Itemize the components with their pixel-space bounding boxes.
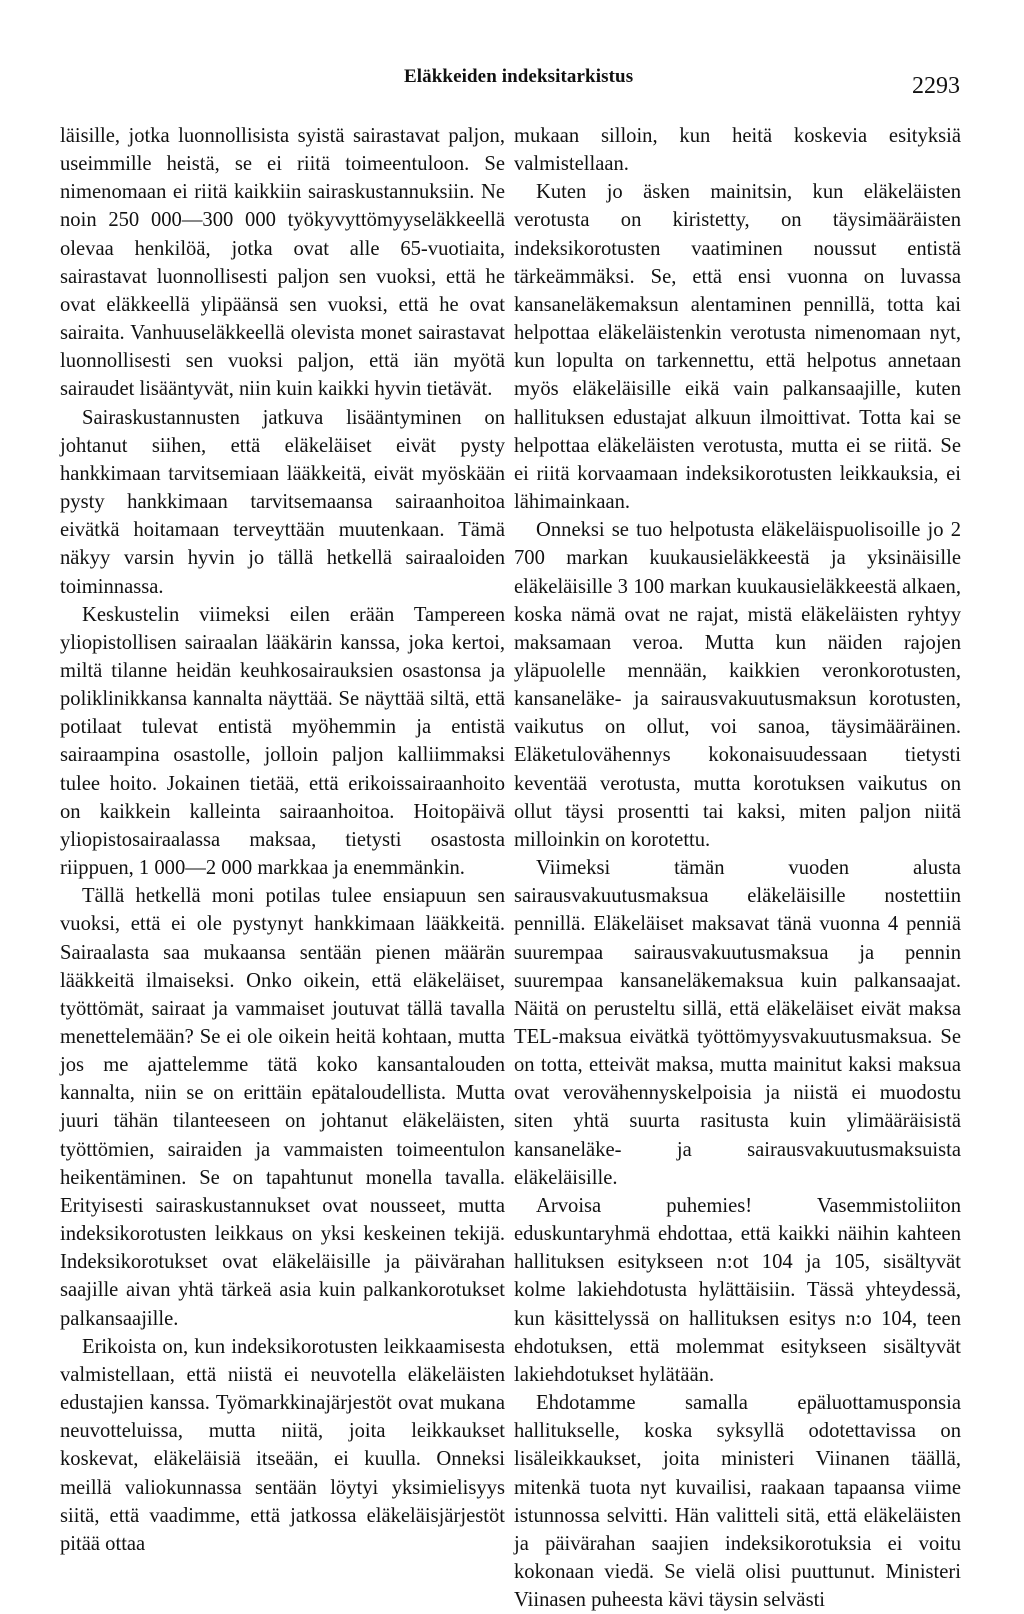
- paragraph: Tällä hetkellä moni potilas tulee ensiapuun sen vuoksi, että ei ole pystynyt hankkimaan lääkkeitä. Sairaalasta saa mukaansa sentään pienen määrän lääkkeitä ilmaiseksi. Onko oikein, että eläkeläiset, työttömät, sairaat ja vammaiset joutuvat tällä tavalla menettelemään? Se ei ole oikein heitä kohtaan, mutta jos me ajattelemme tätä koko kansantalouden kannalta, niin se on erittäin epätaloudellista. Mutta juuri tähän tilanteeseen on johtanut eläkeläisten, työttömien, sairaiden ja vammaisten toimeentulon heikentäminen. Se on tapahtunut monella tavalla. Erityisesti sairaskustannukset ovat nousseet, mutta indeksikorotusten leikkaus on yksi keskeinen tekijä. Indeksikorotukset ovat eläkeläisille ja päivärahan saajille aivan yhtä tärkeä asia kuin palkankorotukset palkansaajille.: [60, 885, 505, 1330]
- paragraph: Sairaskustannusten jatkuva lisääntyminen on johtanut siihen, että eläkeläiset eivät pysty hankkimaan tarvitsemiaan lääkkeitä, eivät myöskään pysty hankkimaan tarvitsemaansa sairaanhoitoa eivätkä hoitamaan terveyttään muutenkaan. Tämä näkyy varsin hyvin jo tällä hetkellä sairaaloiden toiminnassa.: [60, 406, 505, 598]
- paragraph: Keskustelin viimeksi eilen erään Tampereen yliopistollisen sairaalan lääkärin kanssa, joka kertoi, miltä tilanne heidän keuhkosairauksien osastonsa ja poliklinikkansa kannalta näyttää. Se näyttää siltä, että potilaat tulevat entistä myöhemmin ja entistä sairaampina osastolle, jolloin paljon kalliimmaksi tulee hoito. Jokainen tietää, että erikoissairaanhoito on kaikkein kalleinta sairaanhoitoa. Hoitopäivä yliopistosairaalassa maksaa, tietysti osastosta riippuen, 1 000—2 000 markkaa ja enemmänkin.: [60, 603, 505, 880]
- paragraph: läisille, jotka luonnollisista syistä sairastavat paljon, useimmille heistä, se ei riitä toimeentuloon. Se nimenomaan ei riitä kaikkiin sairaskustannuksiin. Ne noin 250 000—300 000 työkyvyttömyyseläkkeellä olevaa henkilöä, jotka ovat alle 65-vuotiaita, sairastavat luonnollisesti paljon sen vuoksi, että he ovat eläkkeellä ylipäänsä sen vuoksi, että he ovat sairaita. Vanhuuseläkkeellä olevista monet sairastavat luonnollisesti sen vuoksi paljon, että iän myötä sairaudet lisääntyvät, niin kuin kaikki hyvin tietävät.: [60, 125, 505, 401]
- paragraph: mukaan silloin, kun heitä koskevia esityksiä valmistellaan.: [514, 125, 961, 176]
- paragraph: Arvoisa puhemies! Vasemmistoliiton eduskuntaryhmä ehdottaa, että kaikki näihin kahteen hallituksen esitykseen n:ot 104 ja 105, sisältyvät kolme lakiehdotusta hylättäisiin. Tässä yhteydessä, kun käsittelyssä on hallituksen esitys n:o 104, teen ehdotuksen, että molemmat esitykseen sisältyvät lakiehdotukset hylätään.: [514, 1194, 961, 1386]
- page-number: 2293: [912, 73, 960, 99]
- paragraph: Viimeksi tämän vuoden alusta sairausvakuutusmaksua eläkeläisille nostettiin pennillä. Eläkeläiset maksavat tänä vuonna 4 penniä suurempaa sairausvakuutusmaksua ja pennin suurempaa kansaneläkemaksua kuin palkansaajat. Näitä on perusteltu sillä, että eläkeläiset eivät maksa TEL-maksua eivätkä työttömyysvakuutusmaksua. Se on totta, etteivät maksa, mutta mainitut kaksi maksua ovat verovähennyskelpoisia ja niistä ei muodostu siten yhtä suurta rasitusta kuin ylimääräisistä kansaneläke- ja sairausvakuutusmaksuista eläkeläisille.: [514, 857, 961, 1189]
- left-text-column: [60, 122, 505, 1558]
- paragraph: Onneksi se tuo helpotusta eläkeläispuolisoille jo 2 700 markan kuukausieläkkeestä ja yksinäisille eläkeläisille 3 100 markan kuukausieläkkeestä alkaen, koska nämä ovat ne rajat, mistä eläkeläisten ryhtyy maksamaan veroa. Mutta kun näiden rajojen yläpuolelle mennään, kaikkien veronkorotusten, kansaneläke- ja sairausvakuutusmaksun korotusten, vaikutus on ollut, voi sanoa, täysimääräinen. Eläketulovähennys kokonaisuudessaan tietysti keventää verotusta, mutta korotuksen vaikutus on ollut täysi prosentti tai kaksi, miten paljon niitä milloinkin on korotettu.: [514, 519, 961, 851]
- right-text-column: [514, 122, 961, 1614]
- paragraph: Ehdotamme samalla epäluottamusponsia hallitukselle, koska syksyllä odotettavissa on lisäleikkaukset, joita ministeri Viinanen täällä, mitenkä tuota nyt kuvailisi, raakaan tapaansa viime istunnossa selvitti. Hän valitteli sitä, että eläkeläisten ja päivärahan saajien indeksikorotuksia ei voitu kokonaan viedä. Se vielä olisi puuttunut. Ministeri Viinasen puheesta kävi täysin selvästi: [514, 1392, 961, 1612]
- paragraph: Kuten jo äsken mainitsin, kun eläkeläisten verotusta on kiristetty, on täysimääräisten indeksikorotusten vaatiminen noussut entistä tärkeämmäksi. Se, että ensi vuonna on luvassa kansaneläkemaksun alentaminen pennillä, totta kai helpottaa eläkeläistenkin verotusta nimenomaan nyt, kun lopulta on tarkennettu, että helpotus annetaan myös eläkeläisille eikä vain palkansaajille, kuten hallituksen edustajat alkuun ilmoittivat. Totta kai se helpottaa eläkeläisten verotusta, mutta ei se riitä. Se ei riitä korvaamaan indeksikorotusten leikkauksia, ei lähimainkaan.: [514, 181, 961, 514]
- paragraph: Erikoista on, kun indeksikorotusten leikkaamisesta valmistellaan, että niistä ei neuvotella eläkeläisten edustajien kanssa. Työmarkkinajärjestöt ovat mukana neuvotteluissa, mutta niitä, joita leikkaukset koskevat, eläkeläisiä itseään, ei kuulla. Onneksi meillä valiokunnassa sentään löytyi yksimielisyys siitä, että vaadimme, että jatkossa eläkeläisjärjestöt pitää ottaa: [60, 1335, 505, 1555]
- running-head-title: Eläkkeiden indeksitarkistus: [404, 66, 634, 87]
